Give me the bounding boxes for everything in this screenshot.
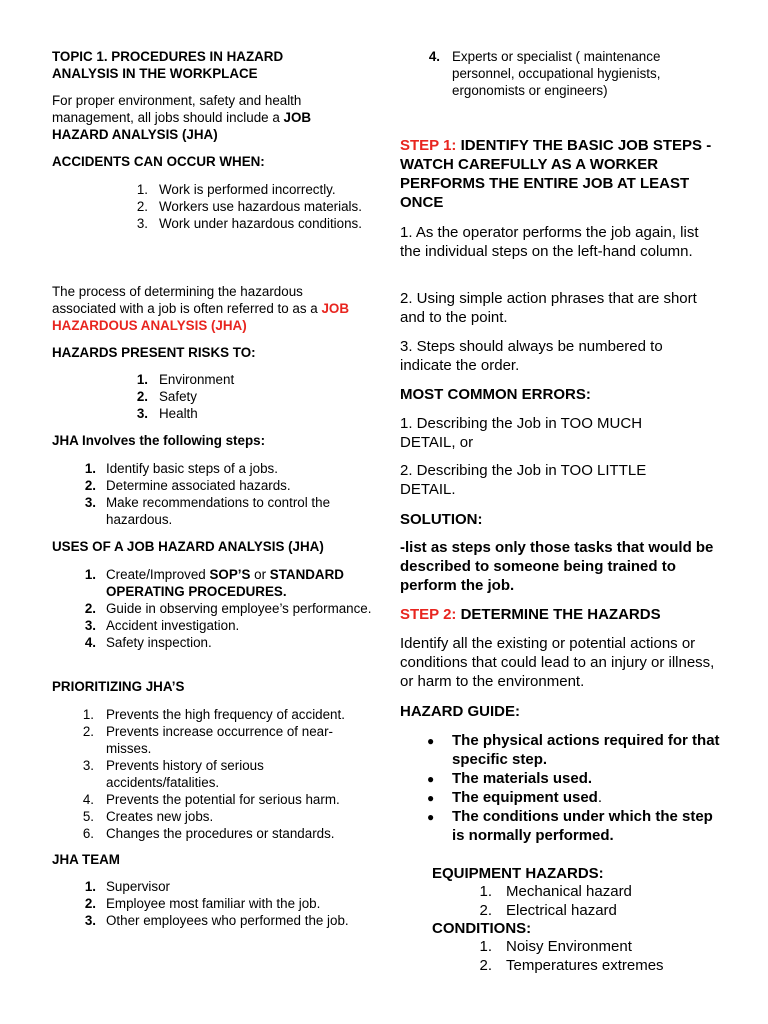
list-item: 2. Workers use hazardous materials. xyxy=(136,199,362,214)
guide-heading: HAZARD GUIDE: xyxy=(400,703,520,720)
list-item: 3. Accident investigation. xyxy=(84,618,240,633)
list-item: ● The physical actions required for that specific step. xyxy=(427,732,720,768)
step2-text: Identify all the existing or potential actions or conditions that could lead to an injury or illness, or harm to the environment. xyxy=(400,635,715,690)
risks-heading: HAZARDS PRESENT RISKS TO: xyxy=(52,345,256,360)
step1-point-1: 1. As the operator performs the job again, list the individual steps on the left-hand column. xyxy=(400,224,699,260)
guide-list xyxy=(400,731,720,845)
errors-heading: MOST COMMON ERRORS: xyxy=(400,386,591,403)
list-item: ● The equipment used. xyxy=(427,789,603,806)
equipment-list xyxy=(400,882,720,920)
list-item: 3. Health xyxy=(136,406,198,421)
solution-text: -list as steps only those tasks that would be described to someone being trained to perform the job. xyxy=(400,539,714,594)
step1-label: STEP 1: xyxy=(400,137,457,154)
list-item: 1. Prevents the high frequency of accident. xyxy=(82,707,345,722)
list-item: 1. Supervisor xyxy=(84,879,171,894)
team-list-continued xyxy=(400,48,720,99)
step2-title: DETERMINE THE HAZARDS xyxy=(460,606,661,623)
list-item: 4. Safety inspection. xyxy=(84,635,212,650)
list-item: ● The conditions under which the step is normally performed. xyxy=(427,808,713,844)
list-item: 2. Guide in observing employee’s performance. xyxy=(84,601,372,616)
risks-list xyxy=(52,371,378,422)
errors-point-2: 2. Describing the Job in TOO LITTLE DETAIL. xyxy=(400,462,647,498)
process-red: JOB HAZARDOUS ANALYSIS (JHA) xyxy=(52,301,350,333)
list-item: 3. Make recommendations to control the hazardous. xyxy=(84,495,331,527)
list-item: 2. Electrical hazard xyxy=(479,902,617,919)
solution-heading: SOLUTION: xyxy=(400,511,483,528)
step1-point-2: 2. Using simple action phrases that are short and to the point. xyxy=(400,290,697,326)
intro-text: For proper environment, safety and health management, all jobs should include a xyxy=(52,93,302,125)
list-item: 2. Employee most familiar with the job. xyxy=(84,896,321,911)
accidents-list xyxy=(52,181,378,232)
list-item: 1. Identify basic steps of a jobs. xyxy=(84,461,278,476)
bullet-icon: ● xyxy=(427,791,435,805)
list-item: 1. Environment xyxy=(136,372,235,387)
list-item: 2. Prevents increase occurrence of near-misses. xyxy=(82,724,334,756)
uses-heading: USES OF A JOB HAZARD ANALYSIS (JHA) xyxy=(52,539,324,554)
process-text: The process of determining the hazardous associated with a job is often referred to as a xyxy=(52,284,318,316)
list-item: 3. Other employees who performed the job. xyxy=(84,913,349,928)
list-item: 1. Mechanical hazard xyxy=(479,883,632,900)
step1-title: IDENTIFY THE BASIC JOB STEPS - WATCH CAREFULLY AS A WORKER PERFORMS THE ENTIRE JOB AT LEAST ONCE xyxy=(400,137,712,211)
intro-paragraph xyxy=(52,92,352,143)
bullet-icon: ● xyxy=(427,734,435,748)
team-heading: JHA TEAM xyxy=(52,852,120,867)
list-item: 4. Experts or specialist ( maintenance personnel, occupational hygienists, ergonomists or engineers) xyxy=(428,49,661,98)
equipment-heading: EQUIPMENT HAZARDS: xyxy=(432,865,604,882)
errors-point-1: 1. Describing the Job in TOO MUCH DETAIL, or xyxy=(400,415,643,451)
list-item: 1. Create/Improved SOP’S or STANDARD OPERATING PROCEDURES. xyxy=(84,567,344,599)
list-item: 5. Creates new jobs. xyxy=(82,809,214,824)
list-item: 1. Noisy Environment xyxy=(479,938,632,955)
list-item: 2. Determine associated hazards. xyxy=(84,478,291,493)
list-item: 2. Temperatures extremes xyxy=(479,957,664,974)
prioritizing-list xyxy=(52,706,378,842)
conditions-heading: CONDITIONS: xyxy=(432,920,532,937)
process-paragraph xyxy=(52,283,357,334)
topic-title: TOPIC 1. PROCEDURES IN HAZARD ANALYSIS IN THE WORKPLACE xyxy=(52,49,284,81)
list-item: 1. Work is performed incorrectly. xyxy=(136,182,336,197)
team-list xyxy=(52,878,378,929)
prioritizing-heading: PRIORITIZING JHA’S xyxy=(52,679,185,694)
list-item: 4. Prevents the potential for serious harm. xyxy=(82,792,340,807)
step2-label: STEP 2: xyxy=(400,606,457,623)
list-item: 6. Changes the procedures or standards. xyxy=(82,826,335,841)
conditions-list xyxy=(400,937,720,975)
step1-point-3: 3. Steps should always be numbered to indicate the order. xyxy=(400,338,663,374)
involves-heading: JHA Involves the following steps: xyxy=(52,433,266,448)
step2-heading xyxy=(400,605,661,624)
list-item: 2. Safety xyxy=(136,389,197,404)
bullet-icon: ● xyxy=(427,810,435,824)
uses-list xyxy=(52,566,378,651)
intro-bold: JOB HAZARD ANALYSIS (JHA) xyxy=(52,110,312,142)
list-item: 3. Prevents history of serious accidents/fatalities. xyxy=(82,758,264,790)
step1-heading xyxy=(400,136,718,212)
list-item: ● The materials used. xyxy=(427,770,593,787)
bullet-icon: ● xyxy=(427,772,435,786)
list-item: 3. Work under hazardous conditions. xyxy=(136,216,362,231)
involves-list xyxy=(52,460,378,528)
accidents-heading: ACCIDENTS CAN OCCUR WHEN: xyxy=(52,154,265,169)
